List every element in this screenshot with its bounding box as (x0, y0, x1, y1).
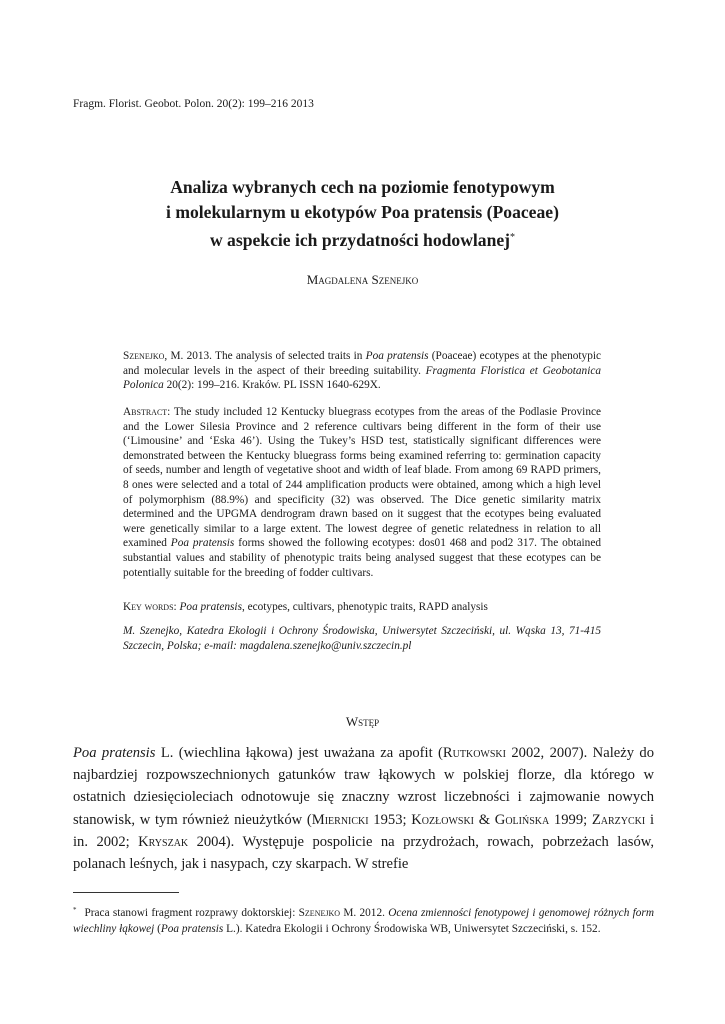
body-species: Poa pratensis (73, 745, 156, 761)
abstract-species: Poa pratensis (170, 537, 235, 550)
footnote-text-1: Praca stanowi fragment rozprawy doktorskiej: (84, 907, 299, 919)
footnote-divider (73, 892, 179, 893)
body-text-3: 1953; (368, 811, 412, 828)
ref-zarzycki: Zarzycki (591, 811, 646, 828)
title-line-1: Analiza wybranych cech na poziomie fenotypowym (170, 177, 555, 197)
footnote-text-2: M. 2012. (340, 907, 389, 919)
citation-text-1: , M. 2013. The analysis of selected traits in (164, 350, 366, 362)
ref-miernicki: Miernicki (311, 811, 369, 828)
abstract-text-2: forms showed the following ecotypes: dos01 468 and pod2 317. The obtained substantial values and stability of phenotypic traits being analysed suggest that these ecotypes can be potentially suitable for the breeding of fodder cultivars. (123, 537, 601, 579)
abstract-paragraph (123, 405, 601, 580)
footnote-text-3: ( (154, 922, 161, 935)
keywords-label: Key words (123, 601, 174, 613)
keywords-line (123, 600, 601, 615)
abstract-label: Abstract (123, 406, 168, 418)
citation-text-3: 20(2): 199–216. Kraków. PL ISSN 1640-629X. (163, 379, 381, 392)
ref-kozlowski: Kozłowski (411, 811, 475, 828)
footnote-species: Poa pratensis (160, 922, 224, 935)
body-text-6: i in. 2002; (73, 811, 654, 850)
citation-journal: Fragmenta Floristica et Geobotanica Polonica (123, 364, 601, 392)
footnote-text-4: L.). Katedra Ekologii i Ochrony Środowiska WB, Uniwersytet Szczeciński, s. 152. (223, 922, 601, 935)
body-text-7: 2004). Występuje pospolicie na przydrożach, rowach, pobrzeżach lasów, polanach leśnych, jak i nasypach, czy skarpach. W strefie (73, 833, 654, 873)
title-line-3-text: w aspekcie ich przydatności hodowlanej (209, 230, 511, 250)
footnote (73, 903, 654, 937)
body-paragraph (73, 742, 654, 875)
keywords-rest: , ecotypes, cultivars, phenotypic traits, RAPD analysis (241, 601, 488, 613)
title-footnote-mark[interactable]: * (510, 232, 516, 243)
ref-golinska: Golińska (494, 811, 550, 828)
body-text-5: 1999; (549, 811, 592, 828)
title-line-2: i molekularnym u ekotypów Poa pratensis (Poaceae) (166, 202, 559, 222)
body-text-2: 2002, 2007). Należy do najbardziej rozpowszechnionych gatunków traw łąkowych w polskiej florze, dla którego w ostatnich dziesięcioleciach odnotowuje się znaczny wzrost liczebności i zajmowanie nowych stanowisk, w tym również nieużytków ( (73, 745, 654, 828)
address-text[interactable]: M. Szenejko, Katedra Ekologii i Ochrony Środowiska, Uniwersytet Szczeciński, ul. Wąska 13, 71-415 Szczecin, Polska; e-mail: magdalena.szenejko@univ.szczecin.pl (123, 625, 601, 652)
section-heading: Wstęp (345, 714, 380, 729)
footnote-mark: * (73, 906, 77, 914)
author-address (123, 624, 601, 653)
footnote-title: Ocena zmienności fenotypowej i genomowej różnych form wiechliny łąkowej (73, 907, 654, 935)
citation-paragraph (123, 349, 601, 393)
body-text-1: L. (wiechlina łąkowa) jest uważana za apofit ( (155, 745, 443, 761)
abstract-text-1: : The study included 12 Kentucky bluegrass ecotypes from the areas of the Podlasie Province and the Lower Silesia Province and 2 reference cultivars being different in the form of their use (‘Limousine’ and ‘Eska 46’). Using the Tukey’s HSD test, statistically significant differences were demonstrated between the Kentucky bluegrass forms being examined referring to: germination capacity of seeds, number and length of vegetative shoot and width of leaf blade. From among 69 RAPD primers, 8 ones were selected and a total of 244 amplification products were obtained, among which a high level of polymorphism (88.9%) and specificity (32) was observed. The Dice genetic similarity matrix determined and the UPGMA dendrogram drawn based on it suggest that the ecotypes being evaluated were genetically similar to a large extent. The lowest degree of genetic relatedness in relation to all examined (123, 406, 601, 550)
article-title (0, 175, 725, 253)
keywords-species: Poa pratensis (179, 601, 242, 613)
citation-species: Poa pratensis (365, 350, 429, 362)
ref-kryszak: Kryszak (138, 833, 189, 850)
citation-author: Szenejko (123, 350, 165, 362)
title-line-3 (0, 225, 725, 253)
author-name: Magdalena Szenejko (306, 272, 419, 287)
keywords-colon: : (173, 601, 180, 613)
ref-rutkowski: Rutkowski (442, 745, 506, 761)
citation-text-2: (Poaceae) ecotypes at the phenotypic and molecular levels in the aspect of their breeding suitability. (123, 350, 601, 377)
footnote-author: Szenejko (298, 907, 341, 919)
journal-reference: Fragm. Florist. Geobot. Polon. 20(2): 199–216 2013 (73, 98, 314, 110)
body-text-4: & (474, 811, 495, 828)
